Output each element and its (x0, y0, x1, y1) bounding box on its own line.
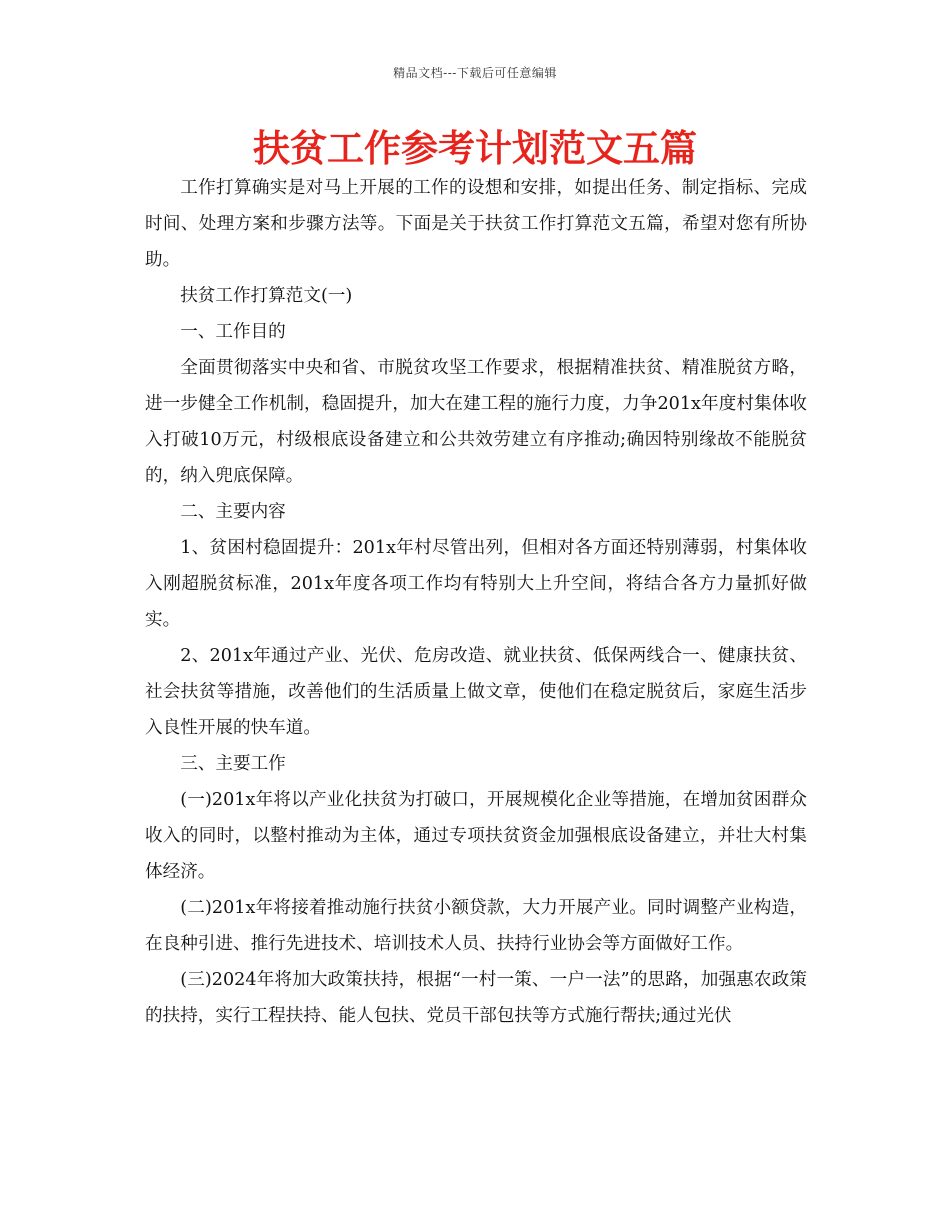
content-item-2: 2、201x年通过产业、光伏、危房改造、就业扶贫、低保两线合一、健康扶贫、社会扶贫等措施，改善他们的生活质量上做文章，使他们在稳定脱贫后，家庭生活步入良性开展的快车道。 (145, 646, 807, 738)
work-item-3: (三)2024年将加大政策扶持，根据“一村一策、一户一法”的思路，加强惠农政策的扶持，实行工程扶持、能人包扶、党员干部包扶等方式施行帮扶;通过光伏 (145, 970, 807, 1026)
work-item-1: (一)201x年将以产业化扶贫为打破口，开展规模化企业等措施，在增加贫困群众收入的同时，以整村推动为主体，通过专项扶贫资金加强根底设备建立，并壮大村集体经济。 (145, 790, 807, 882)
goal-paragraph: 全面贯彻落实中央和省、市脱贫攻坚工作要求，根据精准扶贫、精准脱贫方略，进一步健全工作机制，稳固提升，加大在建工程的施行力度，力争201x年度村集体收入打破10万元，村级根底设备建立和公共效劳建立有序推动;确因特别缘故不能脱贫的，纳入兜底保障。 (145, 358, 807, 486)
sample-heading: 扶贫工作打算范文(一) (180, 286, 353, 306)
section-heading-content: 二、主要内容 (180, 502, 286, 522)
section-heading-goal: 一、工作目的 (180, 322, 286, 342)
intro-paragraph: 工作打算确实是对马上开展的工作的设想和安排，如提出任务、制定指标、完成时间、处理方案和步骤方法等。下面是关于扶贫工作打算范文五篇，希望对您有所协助。 (145, 178, 807, 270)
document-title: 扶贫工作参考计划范文五篇 (253, 126, 697, 170)
header-note: 精品文档---下载后可任意编辑 (393, 66, 557, 80)
content-item-1: 1、贫困村稳固提升：201x年村尽管出列，但相对各方面还特别薄弱，村集体收入刚超脱贫标准，201x年度各项工作均有特别大上升空间，将结合各方力量抓好做实。 (145, 538, 807, 630)
section-heading-work: 三、主要工作 (180, 754, 286, 774)
document-body (145, 170, 807, 1034)
work-item-2: (二)201x年将接着推动施行扶贫小额贷款，大力开展产业。同时调整产业构造，在良种引进、推行先进技术、培训技术人员、扶持行业协会等方面做好工作。 (145, 898, 807, 954)
